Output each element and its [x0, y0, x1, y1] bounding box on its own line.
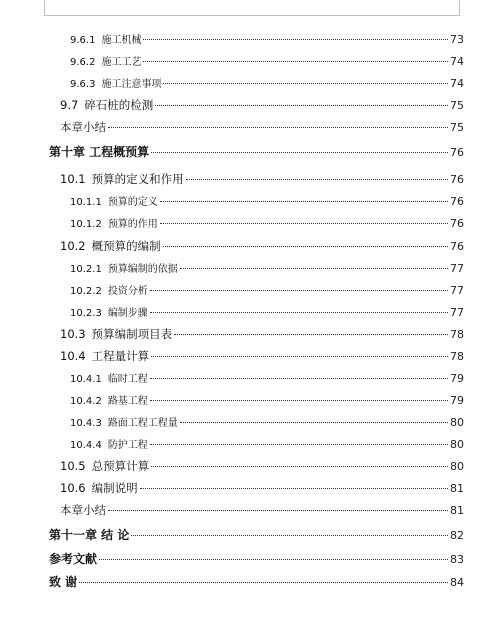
toc-entry[interactable]	[49, 573, 464, 590]
toc-entry-title: 第十章 工程概预算	[49, 145, 150, 159]
dot-leader	[143, 39, 448, 40]
margin-corner-left	[44, 0, 45, 16]
toc-entry-title: 概预算的编制	[91, 239, 161, 253]
toc-entry-title: 预算编制项目表	[91, 327, 173, 341]
toc-entry-title: 投资分析	[107, 286, 148, 297]
toc-entry-title: 参考文献	[49, 552, 98, 566]
toc-entry[interactable]	[70, 414, 464, 429]
toc-entry-page-number: 74	[450, 77, 464, 90]
toc-entry-number: 10.2	[60, 239, 86, 253]
toc-entry-number: 10.1	[60, 172, 86, 186]
toc-entry[interactable]	[70, 436, 464, 451]
toc-entry-number: 9.7	[60, 98, 79, 112]
dot-leader	[150, 444, 448, 445]
toc-entry[interactable]	[70, 370, 464, 385]
toc-entry-label	[70, 282, 148, 297]
dot-leader	[150, 400, 448, 401]
toc-entry-title: 致 谢	[49, 575, 78, 589]
toc-entry-title: 临时工程	[107, 374, 148, 385]
toc-entry-label	[70, 193, 158, 208]
toc-entry-page-number: 81	[450, 504, 464, 517]
toc-entry-number: 10.2.2	[70, 286, 102, 297]
toc-entry-number: 10.2.1	[70, 264, 102, 275]
toc-entry-title: 编制步骤	[107, 308, 148, 319]
toc-entry-number: 10.3	[60, 327, 86, 341]
toc-entry-label	[70, 75, 161, 90]
toc-entry-page-number: 75	[450, 99, 464, 112]
toc-entry[interactable]	[70, 215, 464, 230]
toc-entry-label	[49, 550, 97, 567]
toc-entry-page-number: 78	[450, 350, 464, 363]
toc-entry-title: 编制说明	[91, 481, 138, 495]
toc-entry-label	[70, 392, 148, 407]
dot-leader	[151, 152, 448, 153]
toc-entry[interactable]	[70, 31, 464, 46]
dot-leader	[99, 559, 448, 560]
dot-leader	[79, 582, 448, 583]
toc-entry-page-number: 77	[450, 262, 464, 275]
toc-entry-title: 第十一章 结 论	[49, 528, 130, 542]
toc-entry-title: 施工工艺	[101, 57, 142, 68]
toc-entry-number: 10.1.1	[70, 197, 102, 208]
margin-line	[44, 15, 460, 16]
dot-leader	[160, 223, 448, 224]
dot-leader	[143, 61, 448, 62]
toc-entry-page-number: 80	[450, 416, 464, 429]
toc-entry-number: 9.6.3	[70, 79, 96, 90]
toc-entry-page-number: 84	[450, 576, 464, 589]
toc-entry-label	[49, 143, 149, 160]
toc-entry-label	[60, 97, 153, 113]
toc-entry-page-number: 73	[450, 33, 464, 46]
toc-entry-label	[70, 436, 148, 451]
toc-entry-number: 9.6.1	[70, 35, 96, 46]
toc-entry-label	[60, 458, 149, 474]
toc-entry[interactable]	[70, 304, 464, 319]
toc-entry-page-number: 80	[450, 438, 464, 451]
toc-entry-number: 10.1.2	[70, 219, 102, 230]
toc-entry-number: 10.5	[60, 459, 86, 473]
toc-entry-page-number: 76	[450, 173, 464, 186]
toc-entry-page-number: 81	[450, 482, 464, 495]
toc-entry-label	[70, 31, 141, 46]
toc-entry-page-number: 76	[450, 195, 464, 208]
toc-entry-page-number: 80	[450, 460, 464, 473]
toc-entry-title: 预算编制的依据	[107, 264, 178, 275]
toc-entry-title: 工程量计算	[91, 349, 150, 363]
toc-entry-number: 10.4.3	[70, 418, 102, 429]
dot-leader	[163, 246, 448, 247]
toc-entry[interactable]	[70, 75, 464, 90]
toc-entry-page-number: 74	[450, 55, 464, 68]
toc-entry[interactable]	[60, 458, 464, 474]
toc-entry-title: 防护工程	[107, 440, 148, 451]
toc-entry-title: 施工机械	[101, 35, 142, 46]
toc-entry-label	[60, 119, 106, 135]
toc-entry-label	[60, 238, 161, 254]
dot-leader	[155, 105, 448, 106]
toc-entry-label	[60, 502, 106, 518]
toc-entry[interactable]	[60, 326, 464, 342]
toc-entry[interactable]	[60, 119, 464, 135]
dot-leader	[163, 83, 448, 84]
toc-entry[interactable]	[60, 97, 464, 113]
toc-entry-title: 总预算计算	[91, 459, 150, 473]
toc-entry-page-number: 83	[450, 553, 464, 566]
toc-entry-title: 预算的作用	[107, 219, 158, 230]
page-top-marker	[0, 0, 486, 18]
dot-leader	[140, 488, 448, 489]
toc-entry-title: 本章小结	[60, 120, 106, 134]
toc-entry[interactable]	[49, 143, 464, 160]
toc-entry-label	[49, 526, 129, 543]
toc-entry[interactable]	[70, 260, 464, 275]
toc-entry-title: 施工注意事项	[101, 79, 162, 90]
toc-entry[interactable]	[60, 348, 464, 364]
toc-entry-label	[70, 215, 158, 230]
toc-entry-label	[70, 414, 178, 429]
toc-entry-label	[60, 348, 149, 364]
toc-entry-page-number: 78	[450, 328, 464, 341]
toc-entry-label	[49, 573, 77, 590]
toc-entry-label	[70, 53, 141, 68]
toc-entry[interactable]	[60, 502, 464, 518]
toc-entry[interactable]	[60, 238, 464, 254]
dot-leader	[174, 334, 448, 335]
toc-entry-number: 10.6	[60, 481, 86, 495]
toc-entry[interactable]	[49, 550, 464, 567]
toc-entry-label	[60, 171, 184, 187]
toc-entry-label	[70, 304, 148, 319]
dot-leader	[186, 179, 448, 180]
toc-entry-title: 预算的定义和作用	[91, 172, 184, 186]
toc-entry[interactable]	[70, 53, 464, 68]
dot-leader	[150, 378, 448, 379]
toc-entry-page-number: 77	[450, 284, 464, 297]
toc-entry-number: 10.4.2	[70, 396, 102, 407]
toc-entry-page-number: 77	[450, 306, 464, 319]
toc-entry-title: 路面工程工程量	[107, 418, 178, 429]
dot-leader	[160, 201, 448, 202]
toc-entry-label	[70, 260, 178, 275]
dot-leader	[151, 356, 448, 357]
toc-entry[interactable]	[70, 193, 464, 208]
toc-entry-number: 10.4.4	[70, 440, 102, 451]
dot-leader	[108, 127, 448, 128]
toc-entry-label	[70, 370, 148, 385]
toc-entry-page-number: 79	[450, 372, 464, 385]
toc-entry[interactable]	[60, 480, 464, 496]
toc-entry-number: 9.6.2	[70, 57, 96, 68]
toc-entry[interactable]	[70, 282, 464, 297]
toc-entry-title: 预算的定义	[107, 197, 158, 208]
toc-entry-title: 路基工程	[107, 396, 148, 407]
toc-entry-page-number: 75	[450, 121, 464, 134]
dot-leader	[131, 535, 448, 536]
toc-entry[interactable]	[49, 526, 464, 543]
toc-entry-page-number: 82	[450, 529, 464, 542]
dot-leader	[150, 312, 448, 313]
toc-entry-number: 10.4.1	[70, 374, 102, 385]
toc-entry-label	[60, 480, 138, 496]
toc-entry-title: 碎石桩的检测	[84, 98, 154, 112]
dot-leader	[151, 466, 448, 467]
toc-entry-page-number: 76	[450, 240, 464, 253]
dot-leader	[150, 290, 448, 291]
dot-leader	[108, 510, 448, 511]
toc-entry-page-number: 79	[450, 394, 464, 407]
toc-entry-number: 10.2.3	[70, 308, 102, 319]
toc-entry-title: 本章小结	[60, 503, 106, 517]
toc-entry-label	[60, 326, 172, 342]
toc-entry[interactable]	[60, 171, 464, 187]
dot-leader	[180, 422, 448, 423]
toc-entry-number: 10.4	[60, 349, 86, 363]
margin-corner-right	[459, 0, 460, 16]
toc-entry[interactable]	[70, 392, 464, 407]
toc-entry-page-number: 76	[450, 217, 464, 230]
dot-leader	[180, 268, 448, 269]
toc-entry-page-number: 76	[450, 146, 464, 159]
